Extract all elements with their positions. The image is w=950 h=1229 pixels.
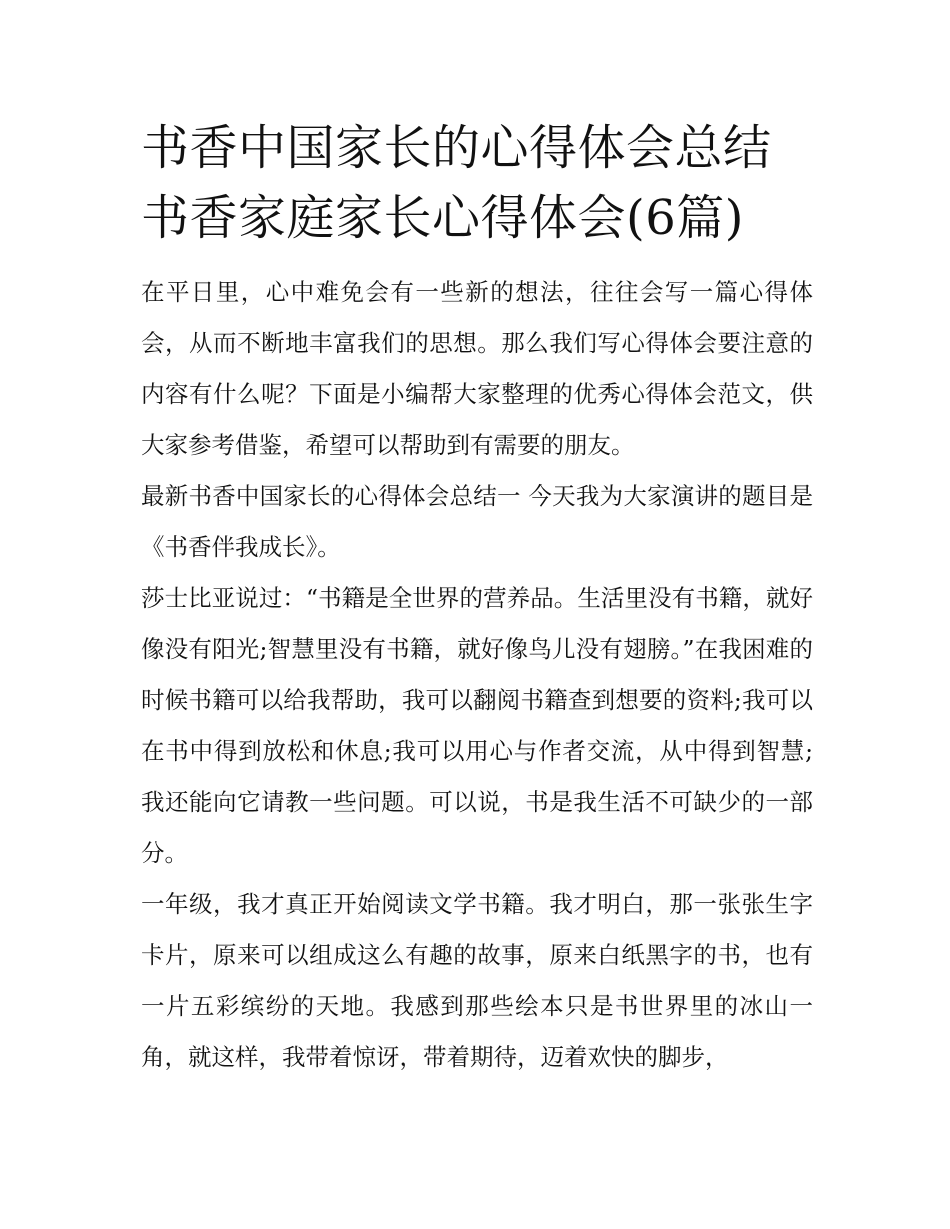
document-body: [141, 113, 813, 1083]
paragraph-speech-topic: 最新书香中国家长的心得体会总结一 今天我为大家演讲的题目是《书香伴我成长》。: [141, 482, 813, 561]
document-title: [141, 113, 813, 253]
paragraph-intro: 在平日里，心中难免会有一些新的想法，往往会写一篇心得体会，从而不断地丰富我们的思想。那么我们写心得体会要注意的内容有什么呢？下面是小编帮大家整理的优秀心得体会范文，供大家参考借鉴，希望可以帮助到有需要的朋友。: [141, 278, 813, 459]
title-line-2: 书香家庭家长心得体会(6篇): [141, 190, 744, 246]
paragraph-first-grade: 一年级，我才真正开始阅读文学书籍。我才明白，那一张张生字卡片，原来可以组成这么有趣的故事，原来白纸黑字的书，也有一片五彩缤纷的天地。我感到那些绘本只是书世界里的冰山一角，就这样，我带着惊讶，带着期待，迈着欢快的脚步，: [141, 890, 813, 1071]
title-line-1: 书香中国家长的心得体会总结: [141, 120, 772, 176]
paragraph-shakespeare-quote: 莎士比亚说过：“书籍是全世界的营养品。生活里没有书籍，就好像没有阳光;智慧里没有书籍，就好像鸟儿没有翅膀。”在我困难的时候书籍可以给我帮助，我可以翻阅书籍查到想要的资料;我可以在书中得到放松和休息;我可以用心与作者交流，从中得到智慧;我还能向它请教一些问题。可以说，书是我生活不可缺少的一部分。: [141, 584, 813, 867]
